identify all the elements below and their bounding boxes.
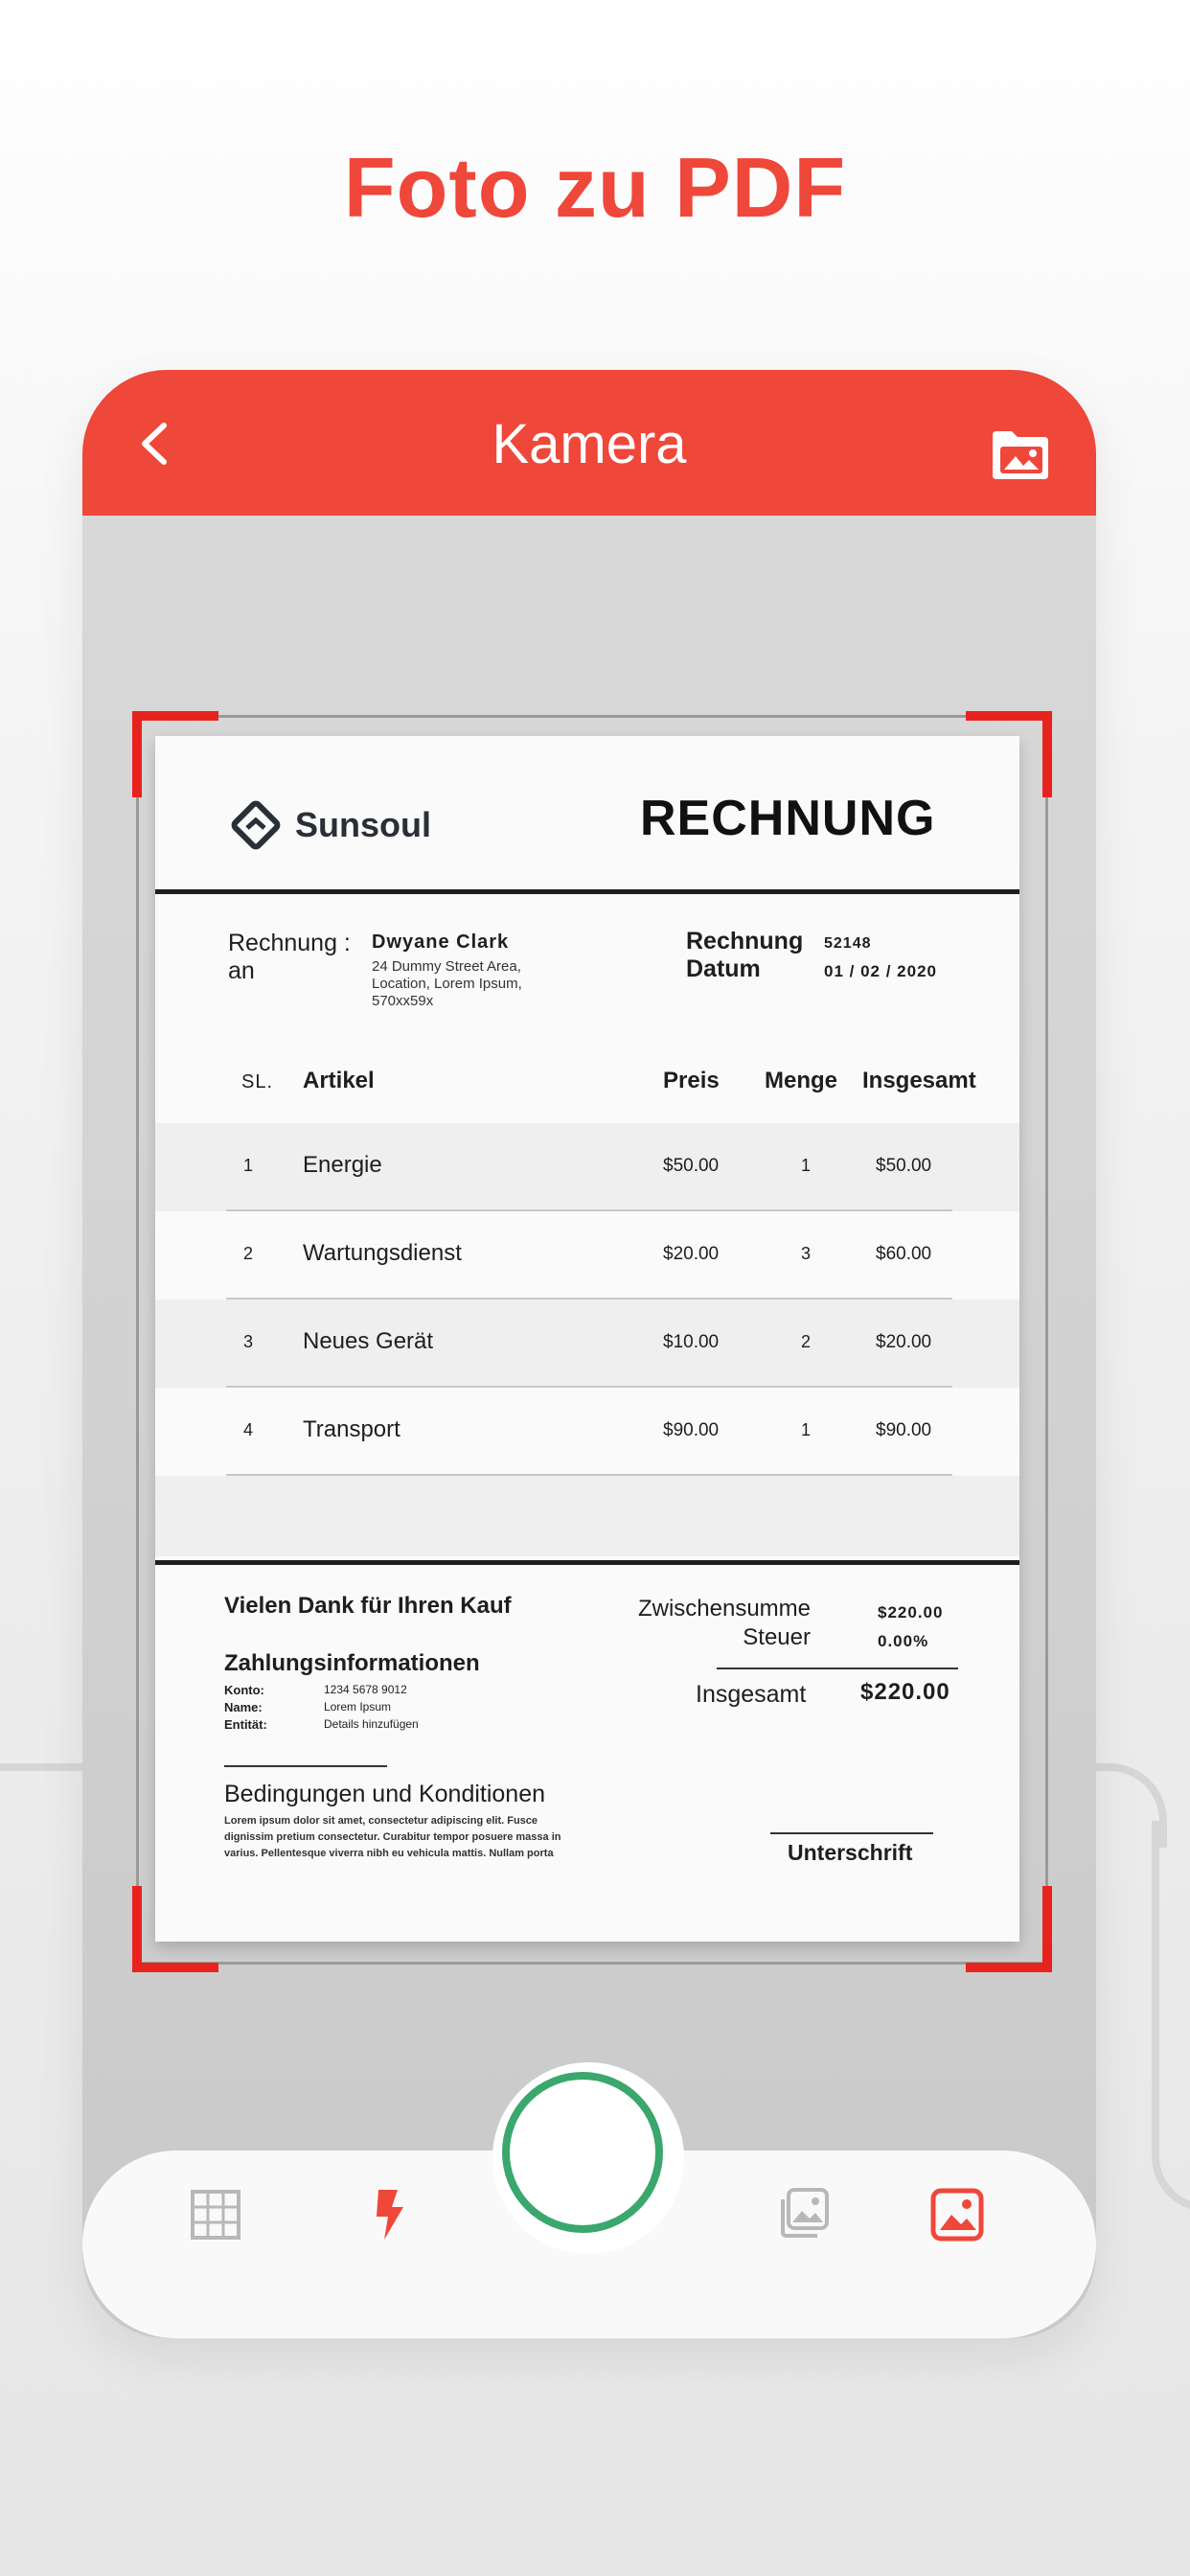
camera-top-bar (82, 370, 1096, 516)
divider (155, 889, 1019, 894)
row-total: $90.00 (876, 1420, 932, 1440)
invoice-date-label: Datum (686, 955, 761, 982)
subtotal-labels (638, 1595, 811, 1652)
payment-title: Zahlungsinformationen (224, 1650, 480, 1676)
row-sl: 3 (243, 1332, 254, 1351)
thanks-text: Vielen Dank für Ihren Kauf (224, 1593, 512, 1619)
subtotal-value: $220.00 (878, 1603, 944, 1622)
header-price: Preis (663, 1068, 720, 1093)
bill-to-address: 24 Dummy Street Area, Location, Lorem Ipsum, 570xx59x (372, 958, 522, 1009)
invoice-date: 01 / 02 / 2020 (824, 962, 937, 980)
brand-logo (230, 799, 431, 851)
row-price: $90.00 (663, 1420, 720, 1440)
invoice-document (155, 736, 1019, 1942)
row-price: $20.00 (663, 1244, 720, 1264)
payment-value: Details hinzufügen (324, 1717, 419, 1731)
table-row (155, 1300, 1019, 1388)
row-item: Energie (303, 1152, 382, 1178)
decorative-line-right-bottom (1152, 2099, 1190, 2212)
folder-image-icon (991, 427, 1050, 481)
bill-to-label-line1: Rechnung : (228, 930, 351, 956)
divider (717, 1668, 958, 1669)
divider-short (224, 1765, 387, 1767)
decorative-line-right-mid (1152, 1821, 1159, 2147)
table-row (155, 1123, 1019, 1211)
row-qty: 1 (801, 1156, 812, 1175)
row-price: $10.00 (663, 1332, 720, 1352)
terms-text: Lorem ipsum dolor sit amet, consectetur adipiscing elit. Fusce dignissim pretium consectetur. Curabitur tempor posuere massa in varius. Pellentesque viverra nibh eu vehicula mattis. Nullam porta (224, 1815, 561, 1859)
bill-to-label (228, 930, 351, 985)
row-separator (226, 1386, 952, 1388)
header-qty: Menge (765, 1068, 838, 1093)
table-row-empty (155, 1476, 1019, 1556)
row-qty: 3 (801, 1244, 812, 1263)
total-label: Insgesamt (696, 1681, 807, 1708)
terms-title: Bedingungen und Konditionen (224, 1781, 546, 1807)
decorative-line-left (0, 1763, 96, 1771)
row-item: Wartungsdienst (303, 1240, 462, 1266)
brand-name: Sunsoul (295, 805, 431, 844)
bill-to-name: Dwyane Clark (372, 932, 510, 953)
subtotal-values (878, 1598, 943, 1656)
table-row (155, 1211, 1019, 1300)
row-qty: 2 (801, 1332, 812, 1351)
signature-line (770, 1832, 933, 1834)
payment-key: Entität: (224, 1717, 267, 1732)
tax-value: 0.00% (878, 1632, 929, 1650)
invoice-meta-labels (686, 928, 803, 983)
row-price: $50.00 (663, 1156, 720, 1176)
diamond-logo-icon (230, 799, 282, 851)
header-sl: SL. (241, 1071, 274, 1092)
signature-label: Unterschrift (788, 1840, 913, 1865)
gallery-folder-button[interactable] (991, 427, 1050, 481)
headline: Foto zu PDF (343, 140, 847, 235)
payment-key: Konto: (224, 1683, 264, 1697)
row-sl: 4 (243, 1420, 254, 1439)
row-total: $50.00 (876, 1156, 932, 1176)
bill-to-label-line2: an (228, 957, 255, 984)
row-sl: 2 (243, 1244, 254, 1263)
row-qty: 1 (801, 1420, 812, 1439)
row-sl: 1 (243, 1156, 254, 1175)
total-value: $220.00 (860, 1679, 950, 1705)
row-total: $20.00 (876, 1332, 932, 1352)
row-total: $60.00 (876, 1244, 932, 1264)
invoice-number: 52148 (824, 935, 872, 952)
tax-label: Steuer (743, 1624, 811, 1650)
divider (155, 1560, 1019, 1565)
header-item: Artikel (303, 1068, 375, 1093)
table-row (155, 1388, 1019, 1476)
invoice-number-label: Rechnung (686, 928, 804, 954)
payment-key: Name: (224, 1700, 263, 1714)
invoice-title: RECHNUNG (640, 791, 936, 846)
subtotal-label: Zwischensumme (637, 1596, 811, 1622)
row-item: Neues Gerät (303, 1328, 434, 1354)
payment-value: 1234 5678 9012 (324, 1683, 407, 1696)
camera-title: Kamera (492, 413, 687, 475)
payment-value: Lorem Ipsum (324, 1700, 392, 1714)
row-item: Transport (303, 1416, 400, 1442)
header-total: Insgesamt (862, 1068, 976, 1093)
row-separator (226, 1209, 952, 1211)
